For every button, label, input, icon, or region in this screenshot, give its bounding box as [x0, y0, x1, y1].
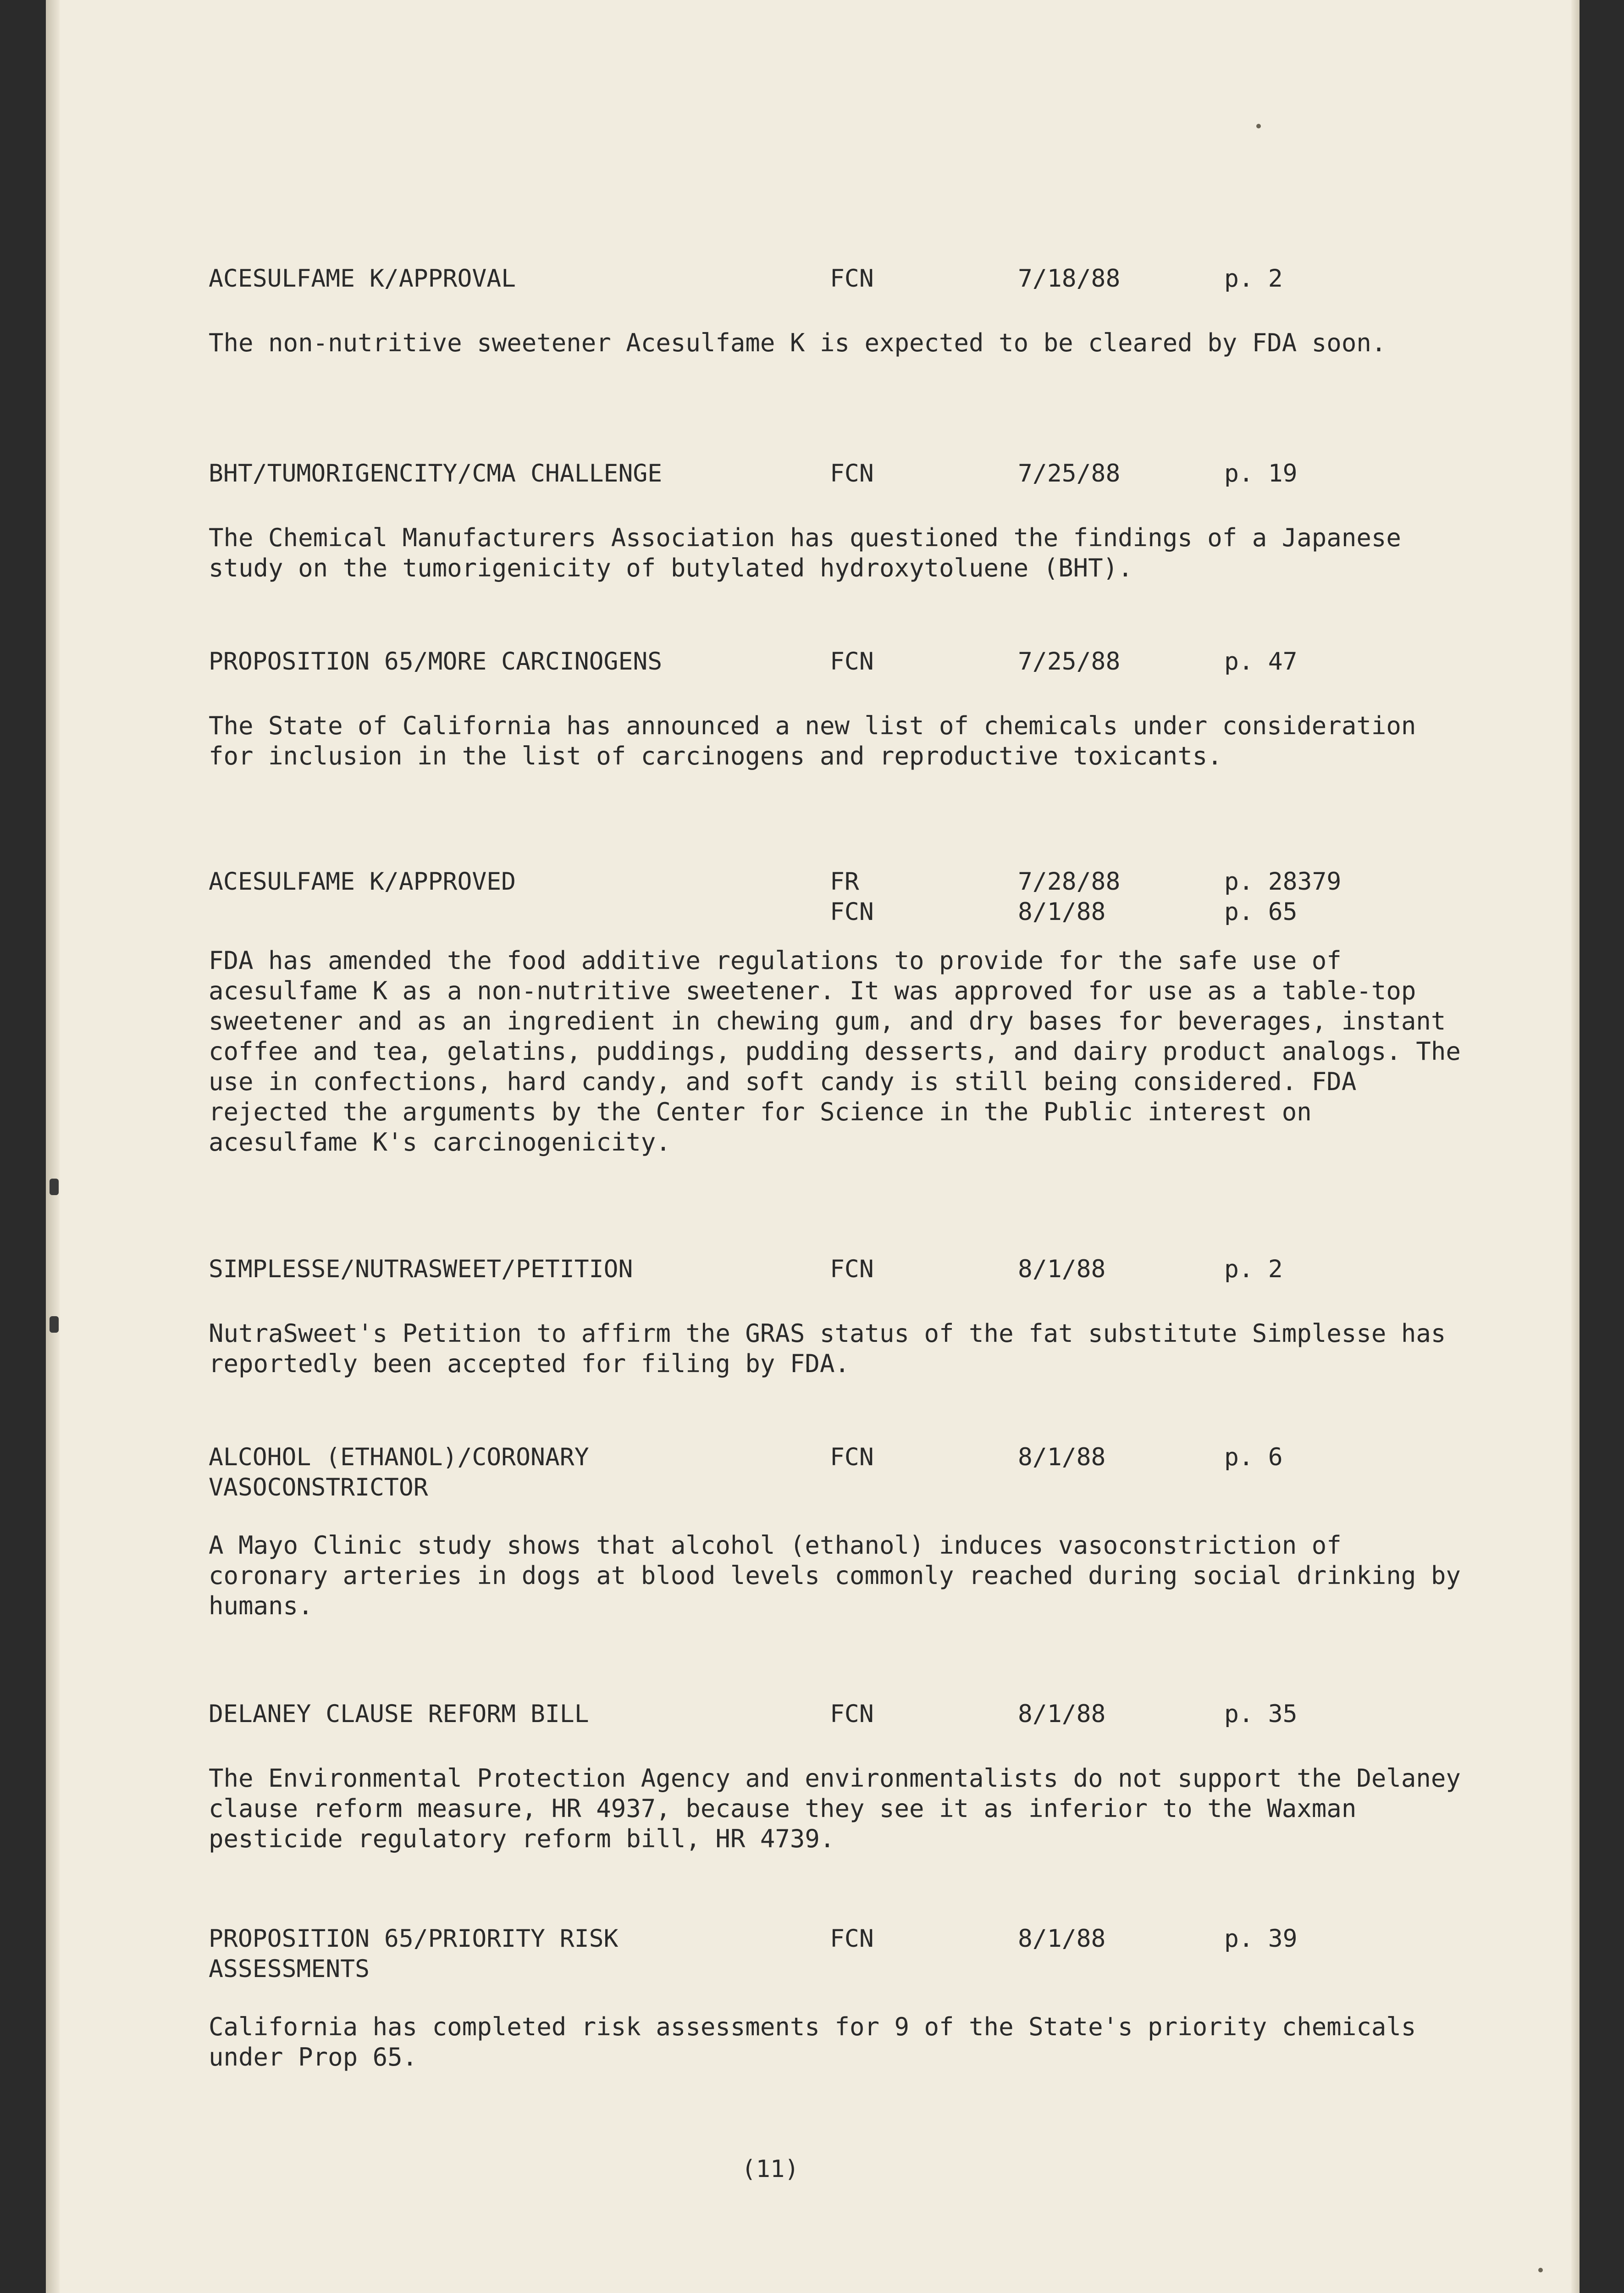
entry-date: 8/1/88	[1018, 1255, 1106, 1283]
entry-source: FCN	[830, 460, 874, 487]
entry-source: FR	[830, 868, 859, 896]
entry-page: p. 2	[1224, 265, 1283, 293]
entry-title: ALCOHOL (ETHANOL)/CORONARY VASOCONSTRICTOR	[209, 1443, 589, 1501]
entry	[209, 1442, 1483, 1621]
entry-body: The Environmental Protection Agency and environmentalists do not support the Delaney clause reform measure, HR 4937, because they see it as inferior to the Waxman pesticide regulatory reform bill, HR 4739.	[209, 1764, 1461, 1853]
entry-title: ACESULFAME K/APPROVED	[209, 868, 516, 896]
entry-page: p. 47	[1224, 648, 1298, 676]
entry-title: ACESULFAME K/APPROVAL	[209, 265, 516, 293]
page-number: (11)	[741, 2155, 799, 2183]
entry-body: The State of California has announced a new list of chemicals under consideration for inclusion in the list of carcinogens and reproductive toxicants.	[209, 711, 1416, 770]
entry	[209, 264, 1483, 358]
speck	[1538, 2268, 1543, 2272]
entry-body: California has completed risk assessments for 9 of the State's priority chemicals under Prop 65.	[209, 2012, 1416, 2071]
entries-list	[209, 0, 1483, 2293]
entry-body: FDA has amended the food additive regulations to provide for the safe use of acesulfame K as a non-nutritive sweetener. It was approved for use as a table-top sweetener and as an ingredient in chewing gum, and dry bases for beverages, instant coffee and tea, gelatins, puddings, pudding desserts, and dairy product analogs. The use in confections, hard candy, and soft candy is still being considered. FDA rejected the arguments by the Center for Science in the Public interest on acesulfame K's carcinogenicity.	[209, 946, 1461, 1157]
entry-source: FCN	[830, 898, 874, 926]
entry-title: PROPOSITION 65/PRIORITY RISK ASSESSMENTS	[209, 1925, 619, 1983]
entry-date: 8/1/88	[1018, 1700, 1106, 1728]
entry-source: FCN	[830, 1700, 874, 1728]
entry-page: p. 2	[1224, 1255, 1283, 1283]
entry-source: FCN	[830, 1925, 874, 1953]
entry-page: p. 6	[1224, 1443, 1283, 1471]
entry-body: The non-nutritive sweetener Acesulfame K is expected to be cleared by FDA soon.	[209, 328, 1386, 357]
entry-body: NutraSweet's Petition to affirm the GRAS status of the fat substitute Simplesse has reportedly been accepted for filing by FDA.	[209, 1319, 1446, 1378]
entry-date: 7/25/88	[1018, 648, 1121, 676]
entry	[209, 1924, 1483, 2072]
staple-mark	[50, 1179, 59, 1195]
entry-header	[209, 867, 1483, 927]
entry-body: The Chemical Manufacturers Association has questioned the findings of a Japanese study on the tumorigenicity of butylated hydroxytoluene (BHT).	[209, 523, 1401, 582]
entry	[209, 1699, 1483, 1854]
entry-source: FCN	[830, 265, 874, 293]
entry-body: A Mayo Clinic study shows that alcohol (ethanol) induces vasoconstriction of coronary arteries in dogs at blood levels commonly reached during social drinking by humans.	[209, 1531, 1461, 1620]
entry-header	[209, 459, 1483, 491]
entry-date: 8/1/88	[1018, 1443, 1106, 1471]
entry-date: 7/25/88	[1018, 460, 1121, 487]
entry-title: SIMPLESSE/NUTRASWEET/PETITION	[209, 1255, 633, 1283]
page-edge	[1571, 0, 1580, 2293]
entry	[209, 867, 1483, 1158]
entry-title: DELANEY CLAUSE REFORM BILL	[209, 1700, 589, 1728]
entry-title: PROPOSITION 65/MORE CARCINOGENS	[209, 648, 663, 676]
entry-header	[209, 1924, 1483, 1984]
entry	[209, 459, 1483, 583]
staple-mark	[50, 1316, 59, 1333]
entry-page: p. 28379	[1224, 868, 1342, 896]
entry-date: 7/18/88	[1018, 265, 1121, 293]
entry-header	[209, 647, 1483, 679]
entry-page: p. 65	[1224, 898, 1298, 926]
entry-header	[209, 1442, 1483, 1503]
entry-date: 7/28/88	[1018, 868, 1121, 896]
entry-source: FCN	[830, 1443, 874, 1471]
entry	[209, 1254, 1483, 1379]
entry-source: FCN	[830, 648, 874, 676]
entry-title: BHT/TUMORIGENCITY/CMA CHALLENGE	[209, 460, 663, 487]
entry	[209, 647, 1483, 771]
entry-page: p. 19	[1224, 460, 1298, 487]
entry-date: 8/1/88	[1018, 898, 1106, 926]
entry-header	[209, 1699, 1483, 1731]
document-page	[46, 0, 1580, 2293]
binding-shadow	[46, 0, 60, 2293]
entry-page: p. 35	[1224, 1700, 1298, 1728]
entry-source: FCN	[830, 1255, 874, 1283]
entry-header	[209, 1254, 1483, 1286]
entry-page: p. 39	[1224, 1925, 1298, 1953]
entry-header	[209, 264, 1483, 296]
entry-date: 8/1/88	[1018, 1925, 1106, 1953]
